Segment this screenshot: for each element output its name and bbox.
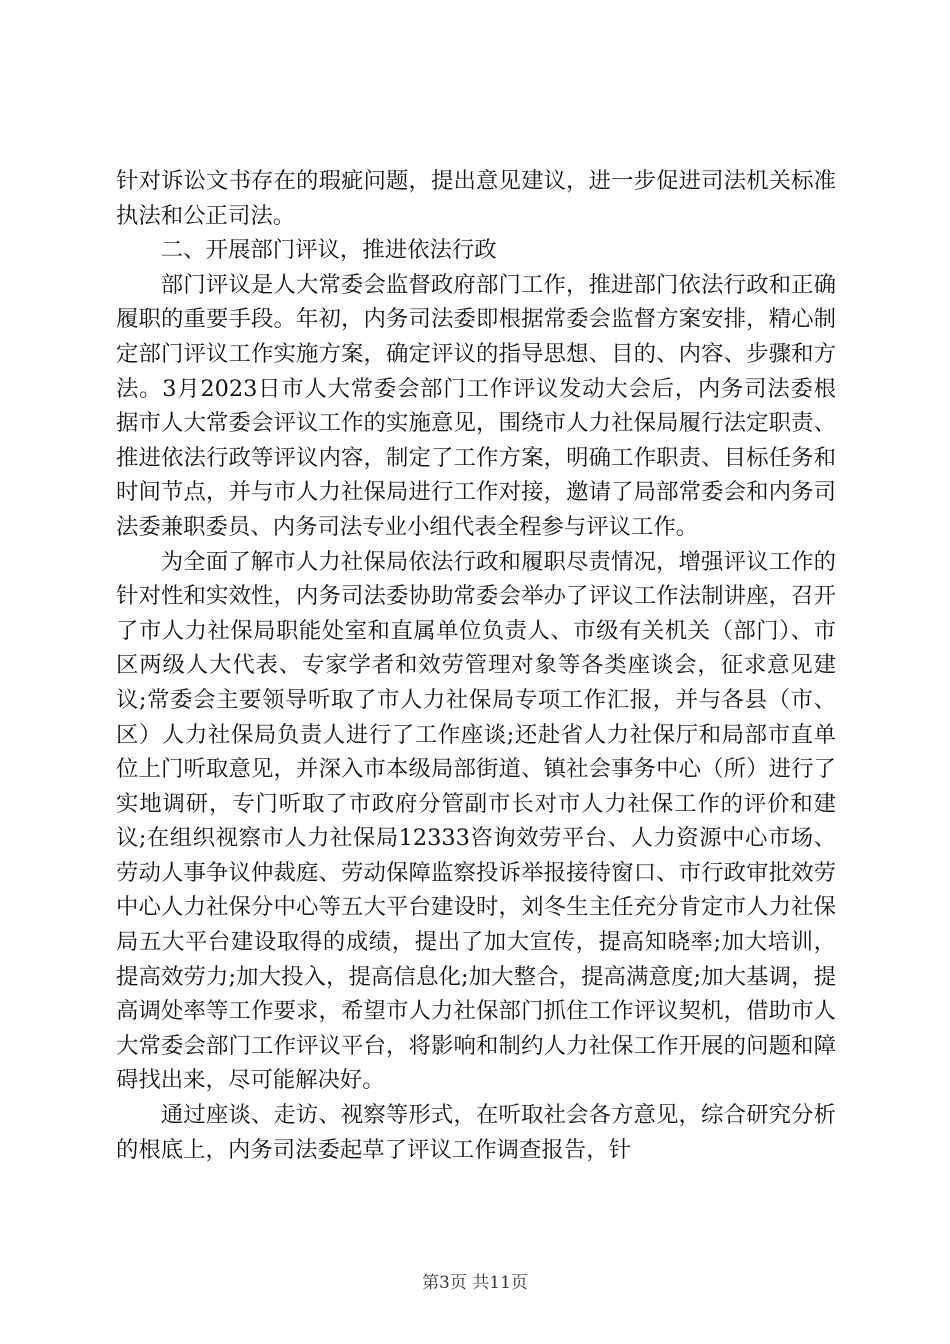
- paragraph-continuation: 针对诉讼文书存在的瑕疵问题，提出意见建议，进一步促进司法机关标准执法和公正司法。: [116, 168, 836, 229]
- document-body: [116, 164, 836, 1167]
- page-footer: 第3页 共11页: [422, 1273, 528, 1293]
- paragraph: 为全面了解市人力社保局依法行政和履职尽责情况，增强评议工作的针对性和实效性，内务司法委协助常委会举办了评议工作法制讲座，召开了市人力社保局职能处室和直属单位负责人、市级有关机关（部门）、市区两级人大代表、专家学者和效劳管理对象等各类座谈会，征求意见建议;常委会主要领导听取了市人力社保局专项工作汇报，并与各县（市、区）人力社保局负责人进行了工作座谈;还赴省人力社保厅和局部市直单位上门听取意见，并深入市本级局部街道、镇社会事务中心（所）进行了实地调研，专门听取了市政府分管副市长对市人力社保工作的评价和建议;在组织视察市人力社保局12333咨询效劳平台、人力资源中心市场、劳动人事争议仲裁庭、劳动保障监察投诉举报接待窗口、市行政审批效劳中心人力社保分中心等五大平台建设时，刘冬生主任充分肯定市人力社保局五大平台建设取得的成绩，提出了加大宣传，提高知晓率;加大培训，提高效劳力;加大投入，提高信息化;加大整合，提高满意度;加大基调，提高调处率等工作要求，希望市人力社保部门抓住工作评议契机，借助市人大常委会部门工作评议平台，将影响和制约人力社保工作开展的问题和障碍找出来，尽可能解决好。: [116, 548, 836, 1094]
- paragraph: 部门评议是人大常委会监督政府部门工作，推进部门依法行政和正确履职的重要手段。年初，内务司法委即根据常委会监督方案安排，精心制定部门评议工作实施方案，确定评议的指导思想、目的、内容、步骤和方法。3月2023日市人大常委会部门工作评议发动大会后，内务司法委根据市人大常委会评议工作的实施意见，围绕市人力社保局履行法定职责、推进依法行政等评议内容，制定了工作方案，明确工作职责、目标任务和时间节点，并与市人力社保局进行工作对接，邀请了局部常委会和内务司法委兼职委员、内务司法专业小组代表全程参与评议工作。: [116, 271, 836, 540]
- paragraph: 通过座谈、走访、视察等形式，在听取社会各方意见，综合研究分析的根底上，内务司法委起草了评议工作调查报告，针: [116, 1102, 836, 1163]
- section-heading: 二、开展部门评议，推进依法行政: [160, 237, 497, 264]
